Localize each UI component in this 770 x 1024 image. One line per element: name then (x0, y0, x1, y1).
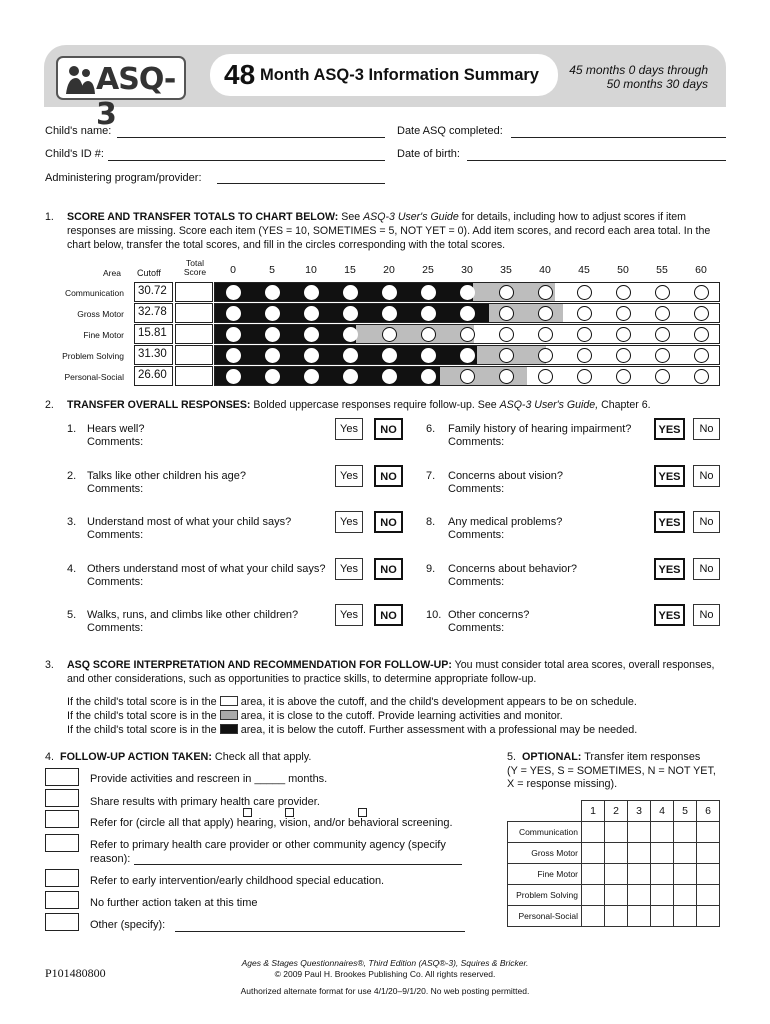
question-number: 1. (67, 423, 77, 435)
age-range-line1: 45 months 0 days through (569, 63, 708, 77)
other-field[interactable] (175, 931, 465, 932)
column-header: 5 (674, 801, 697, 822)
black-swatch (220, 724, 238, 734)
col-area-header: Area (103, 268, 121, 278)
response-cell[interactable] (674, 885, 697, 906)
score-circle-35[interactable] (499, 348, 514, 363)
axis-label-10: 10 (305, 264, 317, 276)
response-cell[interactable] (651, 822, 674, 843)
score-circle-5[interactable] (265, 348, 280, 363)
score-circle-0[interactable] (226, 285, 241, 300)
question-number: 3. (67, 516, 77, 528)
cutoff-value: 30.72 (134, 282, 173, 302)
response-cell[interactable] (582, 864, 605, 885)
response-cell[interactable] (697, 885, 720, 906)
response-cell[interactable] (674, 906, 697, 927)
response-cell[interactable] (674, 843, 697, 864)
answer-yes-button[interactable]: Yes (335, 604, 363, 626)
score-circle-45[interactable] (577, 327, 592, 342)
comments-label: Comments: (448, 529, 505, 541)
score-circle-20[interactable] (382, 306, 397, 321)
section5-heading: 5. OPTIONAL: Transfer item responses (Y = YES, S = SOMETIMES, N = NOT YET, X = response missing). (507, 751, 716, 790)
score-circle-5[interactable] (265, 327, 280, 342)
answer-yes-button[interactable]: YES (654, 418, 685, 440)
score-circle-5[interactable] (265, 285, 280, 300)
answer-yes-button[interactable]: YES (654, 465, 685, 487)
score-circle-0[interactable] (226, 369, 241, 384)
score-circle-55[interactable] (655, 306, 670, 321)
legend-white-row: If the child's total score is in the area, it is above the cutoff, and the child's development appears to be on schedule. (67, 696, 637, 708)
response-cell[interactable] (582, 822, 605, 843)
action-rescreen-label: Provide activities and rescreen in _____ months. (90, 773, 328, 785)
comments-label: Comments: (87, 529, 144, 541)
score-circle-10[interactable] (304, 348, 319, 363)
area-label: Problem Solving (62, 351, 124, 361)
score-circle-45[interactable] (577, 306, 592, 321)
question-text: Hears well? (87, 423, 145, 435)
score-circle-5[interactable] (265, 306, 280, 321)
score-circle-35[interactable] (499, 285, 514, 300)
response-cell[interactable] (628, 843, 651, 864)
cutoff-value: 26.60 (134, 366, 173, 386)
dob-label: Date of birth: (397, 148, 460, 160)
question-text: Concerns about behavior? (448, 562, 578, 575)
action-other-checkbox[interactable] (45, 913, 79, 931)
response-cell[interactable] (674, 864, 697, 885)
legend-black-row: If the child's total score is in the area, it is below the cutoff. Further assessment with a professional may be needed. (67, 724, 638, 736)
question-number: 8. (426, 516, 436, 528)
action-refer-screening-label: Refer for (circle all that apply) hearing, vision, and/or behavioral screening. (90, 817, 453, 829)
score-circle-50[interactable] (616, 285, 631, 300)
table-corner (508, 801, 582, 822)
total-score-field[interactable] (175, 324, 213, 344)
section2-heading: 2. TRANSFER OVERALL RESPONSES: Bolded uppercase responses require follow-up. See ASQ-3 User's Guide, Chapter 6. (45, 399, 651, 411)
response-cell[interactable] (674, 822, 697, 843)
answer-yes-button[interactable]: YES (654, 558, 685, 580)
response-cell[interactable] (605, 864, 628, 885)
score-circle-40[interactable] (538, 348, 553, 363)
score-circle-15[interactable] (343, 306, 358, 321)
axis-label-35: 35 (500, 264, 512, 276)
comments-label: Comments: (87, 622, 144, 634)
total-score-field[interactable] (175, 345, 213, 365)
col-total-header: Total Score (183, 258, 207, 277)
table-row (508, 885, 720, 906)
axis-label-60: 60 (695, 264, 707, 276)
question-text: Understand most of what your child says? (87, 516, 292, 528)
score-circle-55[interactable] (655, 369, 670, 384)
total-score-field[interactable] (175, 366, 213, 386)
axis-label-5: 5 (269, 264, 275, 276)
vision-checkbox[interactable] (285, 808, 294, 817)
response-cell[interactable] (628, 906, 651, 927)
action-early-intervention-label: Refer to early intervention/early childhood special education. (90, 875, 385, 887)
comments-label: Comments: (448, 436, 505, 448)
area-label: Fine Motor (83, 330, 124, 340)
hearing-checkbox[interactable] (243, 808, 252, 817)
question-text: Walks, runs, and climbs like other children? (87, 609, 299, 621)
score-circle-20[interactable] (382, 348, 397, 363)
score-circle-30[interactable] (460, 369, 475, 384)
row-label: Communication (508, 822, 582, 843)
interpretation-legend (67, 695, 637, 737)
action-no-further-label: No further action taken at this time (90, 897, 258, 909)
score-circle-40[interactable] (538, 327, 553, 342)
answer-no-button[interactable]: NO (374, 465, 403, 487)
child-name-field[interactable] (117, 137, 385, 138)
comments-label: Comments: (87, 575, 144, 588)
footer-line3: Authorized alternate format for use 4/1/20–9/1/20. No web posting permitted. (240, 986, 530, 996)
score-circle-25[interactable] (421, 348, 436, 363)
action-share-label: Share results with primary health care provider. (90, 796, 320, 808)
question-number: 10. (426, 609, 442, 621)
program-field[interactable] (217, 183, 385, 184)
table-row (508, 864, 720, 885)
action-no-further-checkbox[interactable] (45, 891, 79, 909)
comments-label: Comments: (87, 482, 144, 495)
column-header: 1 (582, 801, 605, 822)
question-text: Family history of hearing impairment? (448, 423, 632, 435)
answer-no-button[interactable]: NO (374, 418, 403, 440)
white-swatch (220, 696, 238, 706)
answer-yes-button[interactable]: Yes (335, 465, 363, 487)
child-name-label: Child's name: (45, 125, 112, 137)
score-circle-55[interactable] (655, 348, 670, 363)
footer-line2: © 2009 Paul H. Brookes Publishing Co. All rights reserved. (274, 969, 496, 979)
logo-text: ASQ-3 (96, 62, 176, 132)
answer-no-button[interactable]: No (693, 604, 720, 626)
answer-yes-button[interactable]: YES (654, 511, 685, 533)
answer-yes-button[interactable]: YES (654, 604, 685, 626)
score-circle-60[interactable] (694, 327, 709, 342)
question-text: Any medical problems? (448, 516, 563, 528)
action-other-label: Other (specify): (90, 919, 166, 931)
section4-heading: 4. FOLLOW-UP ACTION TAKEN: Check all that apply. (45, 751, 312, 763)
row-label: Fine Motor (508, 864, 582, 885)
response-cell[interactable] (582, 885, 605, 906)
column-header: 2 (605, 801, 628, 822)
total-score-field[interactable] (175, 303, 213, 323)
row-label: Problem Solving (508, 885, 582, 906)
score-circle-0[interactable] (226, 306, 241, 321)
age-range (569, 63, 708, 91)
score-circle-35[interactable] (499, 327, 514, 342)
score-circle-15[interactable] (343, 285, 358, 300)
score-circle-50[interactable] (616, 327, 631, 342)
axis-label-45: 45 (578, 264, 590, 276)
comments-label: Comments: (448, 622, 505, 634)
column-header: 3 (628, 801, 651, 822)
response-cell[interactable] (651, 885, 674, 906)
response-cell[interactable] (697, 822, 720, 843)
answer-no-button[interactable]: No (693, 418, 720, 440)
axis-label-55: 55 (656, 264, 668, 276)
axis-label-40: 40 (539, 264, 551, 276)
response-cell[interactable] (605, 885, 628, 906)
score-circle-40[interactable] (538, 285, 553, 300)
question-text: Other concerns? (448, 609, 530, 621)
action-rescreen-checkbox[interactable] (45, 768, 79, 786)
question-text: Concerns about vision? (448, 469, 563, 482)
col-cutoff-header: Cutoff (137, 268, 161, 278)
response-cell[interactable] (697, 864, 720, 885)
score-circle-45[interactable] (577, 285, 592, 300)
response-cell[interactable] (628, 885, 651, 906)
score-circle-10[interactable] (304, 369, 319, 384)
answer-no-button[interactable]: NO (374, 511, 403, 533)
row-label: Gross Motor (508, 843, 582, 864)
action-refer-agency-checkbox[interactable] (45, 834, 79, 852)
footer-line1: Ages & Stages Questionnaires®, Third Edition (ASQ®-3), Squires & Bricker. (241, 958, 529, 968)
column-header: 4 (651, 801, 674, 822)
action-refer-screening-checkbox[interactable] (45, 810, 79, 828)
response-cell[interactable] (651, 843, 674, 864)
cutoff-value: 15.81 (134, 324, 173, 344)
question-text: Others understand most of what your child says? (87, 562, 326, 575)
answer-no-button[interactable]: NO (374, 558, 403, 580)
age-range-line2: 50 months 30 days (606, 77, 708, 91)
section1-heading: 1. SCORE AND TRANSFER TOTALS TO CHART BELOW: See ASQ-3 User's Guide for details, including how to adjust scores if item responses are missing. Score each item (YES = 10, SOMETIMES = 5, NOT YET = 0). Add item scores, and record each area total. In the chart below, transfer the total scores, and fill in the circles corresponding with the total scores. (45, 211, 711, 251)
answer-no-button[interactable]: NO (374, 604, 403, 626)
area-label: Personal-Social (64, 372, 124, 382)
table-header-row (508, 801, 720, 822)
legend-gray-row: If the child's total score is in the area, it is close to the cutoff. Provide learning activities and monitor. (67, 710, 563, 722)
score-circle-20[interactable] (382, 369, 397, 384)
answer-no-button[interactable]: No (693, 511, 720, 533)
cutoff-value: 32.78 (134, 303, 173, 323)
asq3-logo (56, 56, 186, 132)
score-circle-30[interactable] (460, 306, 475, 321)
response-cell[interactable] (582, 906, 605, 927)
score-circle-0[interactable] (226, 327, 241, 342)
question-number: 2. (67, 469, 77, 482)
question-number: 4. (67, 562, 77, 575)
action-refer-agency-label: Refer to primary health care provider or other community agency (specify (90, 839, 446, 851)
score-circle-35[interactable] (499, 306, 514, 321)
action-share-checkbox[interactable] (45, 789, 79, 807)
score-circle-50[interactable] (616, 369, 631, 384)
question-number: 6. (426, 423, 436, 435)
program-label: Administering program/provider: (45, 172, 202, 184)
axis-label-30: 30 (461, 264, 473, 276)
question-number: 9. (426, 562, 436, 575)
score-circle-25[interactable] (421, 285, 436, 300)
score-circle-15[interactable] (343, 369, 358, 384)
behavioral-checkbox[interactable] (358, 808, 367, 817)
axis-label-20: 20 (383, 264, 395, 276)
score-circle-25[interactable] (421, 369, 436, 384)
section3-heading: 3. ASQ SCORE INTERPRETATION AND RECOMMENDATION FOR FOLLOW-UP: You must consider total area scores, overall responses, and other considerations, such as opportunities to practice skills, to determine appropriate follow-up. (45, 659, 715, 685)
dob-field[interactable] (467, 160, 726, 161)
column-header: 6 (697, 801, 720, 822)
response-cell[interactable] (605, 822, 628, 843)
score-circle-30[interactable] (460, 327, 475, 342)
score-circle-5[interactable] (265, 369, 280, 384)
comments-label: Comments: (448, 575, 505, 588)
answer-no-button[interactable]: No (693, 465, 720, 487)
score-circle-60[interactable] (694, 285, 709, 300)
page-title: Month ASQ-3 Information Summary (260, 66, 539, 84)
score-circle-0[interactable] (226, 348, 241, 363)
response-cell[interactable] (628, 822, 651, 843)
score-circle-45[interactable] (577, 348, 592, 363)
score-circle-45[interactable] (577, 369, 592, 384)
comments-label: Comments: (87, 436, 144, 448)
question-number: 5. (67, 609, 77, 621)
table-row (508, 843, 720, 864)
title-month-number: 48 (224, 59, 256, 90)
score-circle-40[interactable] (538, 306, 553, 321)
score-circle-50[interactable] (616, 348, 631, 363)
score-circle-30[interactable] (460, 285, 475, 300)
axis-label-50: 50 (617, 264, 629, 276)
area-label: Gross Motor (77, 309, 124, 319)
action-reason-label: reason): (90, 853, 131, 865)
answer-yes-button[interactable]: Yes (335, 511, 363, 533)
response-cell[interactable] (651, 906, 674, 927)
date-completed-label: Date ASQ completed: (397, 125, 503, 137)
answer-yes-button[interactable]: Yes (335, 418, 363, 440)
item-response-table (507, 800, 720, 927)
score-circle-50[interactable] (616, 306, 631, 321)
gray-swatch (220, 710, 238, 720)
form-code: P101480800 (45, 966, 106, 980)
score-circle-15[interactable] (343, 348, 358, 363)
total-score-field[interactable] (175, 282, 213, 302)
response-cell[interactable] (605, 843, 628, 864)
score-circle-35[interactable] (499, 369, 514, 384)
score-circle-60[interactable] (694, 306, 709, 321)
child-id-field[interactable] (108, 160, 385, 161)
title-box (210, 54, 558, 96)
response-cell[interactable] (697, 843, 720, 864)
score-circle-55[interactable] (655, 285, 670, 300)
score-circle-30[interactable] (460, 348, 475, 363)
cutoff-value: 31.30 (134, 345, 173, 365)
score-circle-55[interactable] (655, 327, 670, 342)
score-circle-25[interactable] (421, 306, 436, 321)
response-cell[interactable] (582, 843, 605, 864)
response-cell[interactable] (628, 864, 651, 885)
reason-field[interactable] (134, 864, 462, 865)
score-circle-60[interactable] (694, 348, 709, 363)
question-text: Talks like other children his age? (87, 469, 246, 482)
row-label: Personal-Social (508, 906, 582, 927)
score-circle-10[interactable] (304, 327, 319, 342)
score-circle-15[interactable] (343, 327, 358, 342)
axis-label-25: 25 (422, 264, 434, 276)
question-number: 7. (426, 469, 436, 482)
table-row (508, 906, 720, 927)
comments-label: Comments: (448, 482, 505, 495)
score-circle-40[interactable] (538, 369, 553, 384)
axis-label-0: 0 (230, 264, 236, 276)
axis-label-15: 15 (344, 264, 356, 276)
response-cell[interactable] (697, 906, 720, 927)
score-circle-10[interactable] (304, 306, 319, 321)
score-circle-20[interactable] (382, 285, 397, 300)
score-circle-25[interactable] (421, 327, 436, 342)
score-circle-10[interactable] (304, 285, 319, 300)
score-circle-60[interactable] (694, 369, 709, 384)
area-label: Communication (64, 288, 124, 298)
answer-no-button[interactable]: No (693, 558, 720, 580)
child-id-label: Child's ID #: (45, 148, 104, 160)
response-cell[interactable] (651, 864, 674, 885)
response-cell[interactable] (605, 906, 628, 927)
answer-yes-button[interactable]: Yes (335, 558, 363, 580)
score-circle-20[interactable] (382, 327, 397, 342)
table-row (508, 822, 720, 843)
action-early-intervention-checkbox[interactable] (45, 869, 79, 887)
logo-figures-icon (64, 64, 96, 94)
date-completed-field[interactable] (511, 137, 726, 138)
